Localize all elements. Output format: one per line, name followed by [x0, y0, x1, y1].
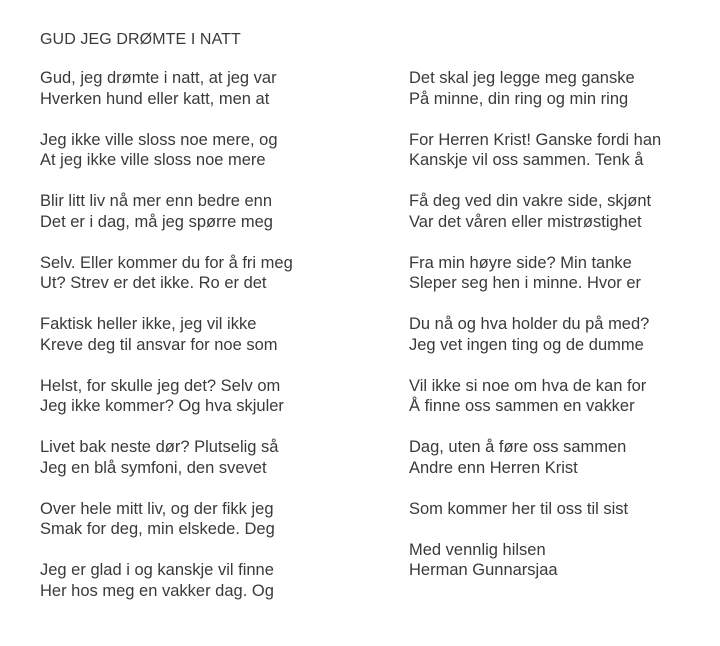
- poem-line: Var det våren eller mistrøstighet: [409, 212, 642, 231]
- poem-line: Som kommer her til oss til sist: [409, 499, 629, 518]
- stanza: [40, 437, 293, 478]
- stanza: [409, 253, 661, 294]
- poem-line: Blir litt liv nå mer enn bedre enn: [40, 192, 273, 210]
- stanza: [409, 68, 661, 109]
- stanza: [409, 437, 661, 478]
- poem-title: GUD JEG DRØMTE I NATT: [40, 31, 241, 48]
- stanza: [409, 376, 661, 417]
- poem-line: Selv. Eller kommer du for å fri meg: [40, 253, 293, 272]
- poem-line: Du nå og hva holder du på med?: [409, 315, 650, 333]
- poem-line: Jeg ikke kommer? Og hva skjuler: [40, 397, 284, 415]
- poem-line: Livet bak neste dør? Plutselig så: [40, 438, 279, 456]
- author-name: Herman Gunnarsjaa: [409, 561, 558, 579]
- stanza: [40, 68, 293, 109]
- stanza: [40, 130, 293, 171]
- poem-line: Jeg vet ingen ting og de dumme: [409, 335, 644, 354]
- left-column: [40, 68, 293, 622]
- poem-line: Helst, for skulle jeg det? Selv om: [40, 376, 281, 395]
- poem-line: Smak for deg, min elskede. Deg: [40, 520, 275, 538]
- poem-line: Dag, uten å føre oss sammen: [409, 438, 627, 456]
- poem-line: Over hele mitt liv, og der fikk jeg: [40, 499, 274, 518]
- poem-line: På minne, din ring og min ring: [409, 89, 629, 108]
- poem-line: Det skal jeg legge meg ganske: [409, 69, 635, 87]
- poem-line: Sleper seg hen i minne. Hvor er: [409, 274, 642, 292]
- poem-line: Hverken hund eller katt, men at: [40, 89, 270, 108]
- poem-line: Kreve deg til ansvar for noe som: [40, 335, 278, 354]
- poem-line: Andre enn Herren Krist: [409, 458, 578, 477]
- poem-line: Å finne oss sammen en vakker: [409, 397, 635, 415]
- poem-line: Det er i dag, må jeg spørre meg: [40, 212, 273, 231]
- stanza: [40, 191, 293, 232]
- stanza: [409, 191, 661, 232]
- poem-line: Jeg ikke ville sloss noe mere, og: [40, 130, 278, 149]
- stanza: [40, 499, 293, 540]
- poem-line: Ut? Strev er det ikke. Ro er det: [40, 274, 267, 292]
- stanza: [409, 314, 661, 355]
- poem-line: Jeg en blå symfoni, den svevet: [40, 458, 267, 477]
- poem-line: At jeg ikke ville sloss noe mere: [40, 151, 266, 169]
- poem-line: Her hos meg en vakker dag. Og: [40, 581, 274, 600]
- poem-line: Kanskje vil oss sammen. Tenk å: [409, 151, 644, 169]
- poem-line: Faktisk heller ikke, jeg vil ikke: [40, 315, 257, 333]
- poem-line: Fra min høyre side? Min tanke: [409, 253, 632, 272]
- signature: [409, 540, 661, 581]
- poem-line: For Herren Krist! Ganske fordi han: [409, 130, 662, 149]
- poem-line: Jeg er glad i og kanskje vil finne: [40, 561, 274, 579]
- stanza: [40, 314, 293, 355]
- right-column: [409, 68, 661, 601]
- poem-line: Gud, jeg drømte i natt, at jeg var: [40, 69, 277, 87]
- stanza: [409, 130, 661, 171]
- stanza: [40, 560, 293, 601]
- stanza: [409, 499, 661, 520]
- closing-line: Med vennlig hilsen: [409, 540, 546, 559]
- stanza: [40, 376, 293, 417]
- poem-line: Vil ikke si noe om hva de kan for: [409, 376, 647, 395]
- poem-line: Få deg ved din vakre side, skjønt: [409, 192, 652, 210]
- stanza: [40, 253, 293, 294]
